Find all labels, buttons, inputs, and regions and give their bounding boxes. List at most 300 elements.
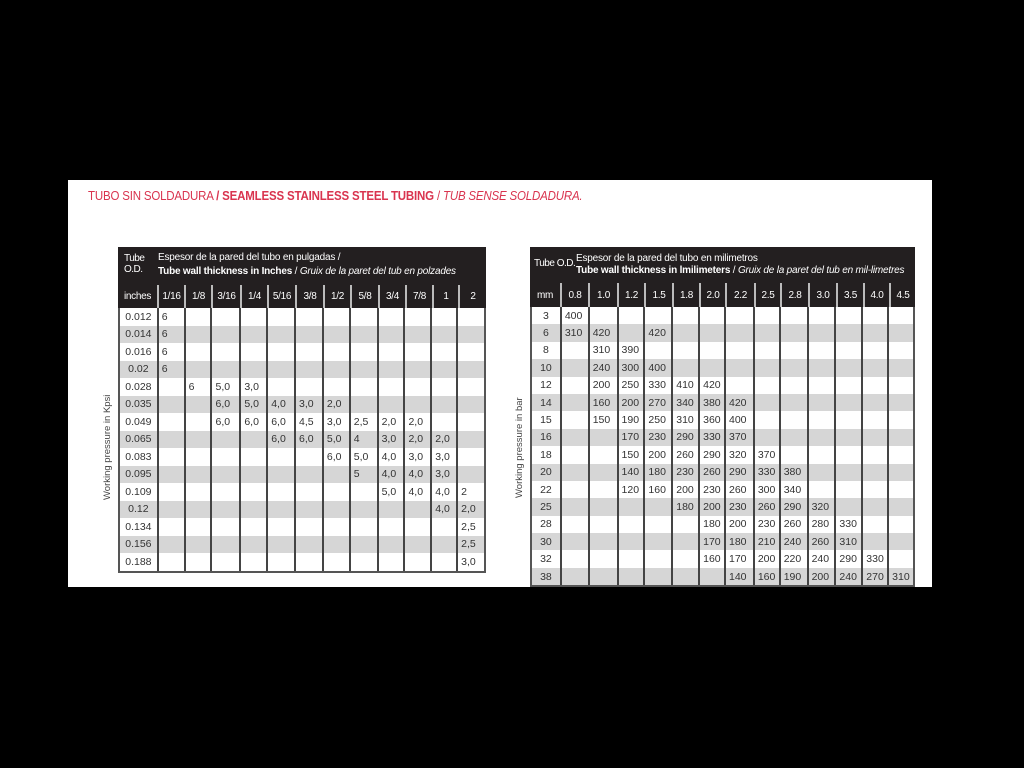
- value-cell: 250: [617, 377, 644, 394]
- header-spanish: Espesor de la pared del tubo en milimetros: [576, 253, 758, 264]
- value-cell: [210, 361, 239, 379]
- row-header-cell: 8: [542, 344, 549, 357]
- value-cell: [157, 466, 184, 484]
- column-header: 1/16: [157, 285, 184, 308]
- value-cell: [266, 378, 294, 396]
- tube-od-label: Tube O.D.: [124, 253, 145, 275]
- value-cell: [210, 343, 239, 361]
- value-cell: [157, 483, 184, 501]
- value-cell: [617, 550, 644, 567]
- value-cell: [349, 308, 377, 326]
- value-cell: [807, 377, 835, 394]
- value-cell: 330: [753, 464, 779, 481]
- value-cell: [617, 307, 644, 324]
- title-spanish: TUBO SIN SOLDADURA: [88, 189, 217, 203]
- row-header-cell: 0.095: [125, 468, 152, 481]
- value-cell: [807, 359, 835, 376]
- value-cell: [834, 359, 861, 376]
- value-cell: 310: [671, 411, 698, 428]
- value-cell: 200: [807, 568, 835, 585]
- value-cell: 4,5: [294, 413, 322, 431]
- value-cell: [807, 446, 835, 463]
- value-cell: [403, 518, 430, 536]
- column-header: 1/4: [240, 285, 267, 308]
- row-header-cell: 0.028: [125, 380, 152, 393]
- value-cell: [671, 342, 698, 359]
- value-cell: [643, 533, 671, 550]
- value-cell: 4: [349, 431, 377, 449]
- value-cell: 2,0: [403, 413, 430, 431]
- value-cell: [266, 343, 294, 361]
- mm-column-headers: [530, 283, 915, 307]
- value-cell: [560, 481, 588, 498]
- value-cell: [403, 378, 430, 396]
- inch-column-headers: [118, 285, 486, 308]
- value-cell: 300: [617, 359, 644, 376]
- value-cell: 170: [617, 429, 644, 446]
- value-cell: [887, 446, 913, 463]
- value-cell: 200: [753, 550, 779, 567]
- value-cell: 380: [779, 464, 807, 481]
- value-cell: 400: [643, 359, 671, 376]
- column-header: inches: [123, 291, 152, 302]
- value-cell: [294, 501, 322, 519]
- value-cell: 2,5: [456, 536, 484, 554]
- row-header-cell: 0.156: [125, 538, 152, 551]
- value-cell: 180: [724, 533, 753, 550]
- value-cell: 6,0: [210, 413, 239, 431]
- value-cell: [430, 396, 456, 414]
- row-header-cell: 0.134: [125, 520, 152, 533]
- value-cell: 180: [671, 498, 698, 515]
- value-cell: [588, 516, 617, 533]
- value-cell: [861, 377, 887, 394]
- column-header: 2: [458, 285, 486, 308]
- value-cell: 6: [157, 326, 184, 344]
- table-row: [120, 326, 484, 344]
- value-cell: [698, 359, 724, 376]
- column-header: 2.8: [780, 283, 808, 307]
- value-cell: [560, 342, 588, 359]
- value-cell: [210, 536, 239, 554]
- value-cell: 140: [617, 464, 644, 481]
- value-cell: [456, 466, 484, 484]
- value-cell: [377, 553, 404, 571]
- row-header-cell: 20: [540, 466, 552, 479]
- value-cell: [560, 464, 588, 481]
- row-header-cell: 32: [540, 553, 552, 566]
- table-row: [532, 377, 913, 394]
- value-cell: [349, 501, 377, 519]
- table-row: [120, 431, 484, 449]
- table-row: [532, 464, 913, 481]
- mm-table-body: [530, 307, 915, 587]
- value-cell: [210, 448, 239, 466]
- value-cell: [210, 483, 239, 501]
- tube-od-label: Tube O.D.: [534, 258, 576, 269]
- value-cell: [157, 518, 184, 536]
- value-cell: [184, 326, 211, 344]
- value-cell: [377, 536, 404, 554]
- value-cell: [834, 498, 861, 515]
- value-cell: [239, 431, 266, 449]
- value-cell: [184, 413, 211, 431]
- value-cell: [753, 377, 779, 394]
- value-cell: [724, 324, 753, 341]
- value-cell: [887, 324, 913, 341]
- value-cell: 160: [588, 394, 617, 411]
- value-cell: 3,0: [430, 466, 456, 484]
- value-cell: [861, 411, 887, 428]
- value-cell: [157, 413, 184, 431]
- value-cell: [456, 448, 484, 466]
- title-separator: /: [433, 189, 443, 203]
- value-cell: [294, 326, 322, 344]
- value-cell: 3,0: [377, 431, 404, 449]
- value-cell: [861, 533, 887, 550]
- row-header-cell: 10: [540, 361, 552, 374]
- value-cell: [456, 431, 484, 449]
- value-cell: 290: [779, 498, 807, 515]
- table-row: [120, 518, 484, 536]
- value-cell: 310: [834, 533, 861, 550]
- table-row: [532, 533, 913, 550]
- value-cell: 6: [157, 308, 184, 326]
- value-cell: 3,0: [456, 553, 484, 571]
- value-cell: [807, 464, 835, 481]
- value-cell: [834, 481, 861, 498]
- value-cell: [617, 498, 644, 515]
- value-cell: 2,0: [456, 501, 484, 519]
- table-row: [120, 308, 484, 326]
- value-cell: [887, 533, 913, 550]
- value-cell: [753, 411, 779, 428]
- value-cell: 150: [588, 411, 617, 428]
- value-cell: 370: [724, 429, 753, 446]
- value-cell: [724, 342, 753, 359]
- value-cell: 2,5: [456, 518, 484, 536]
- value-cell: 340: [779, 481, 807, 498]
- value-cell: [184, 518, 211, 536]
- value-cell: [239, 308, 266, 326]
- value-cell: 2: [456, 483, 484, 501]
- value-cell: [588, 446, 617, 463]
- value-cell: [266, 466, 294, 484]
- row-header-cell: 22: [540, 483, 552, 496]
- value-cell: 330: [643, 377, 671, 394]
- value-cell: [349, 536, 377, 554]
- value-cell: [430, 343, 456, 361]
- value-cell: [753, 394, 779, 411]
- value-cell: [266, 361, 294, 379]
- column-header: 7/8: [405, 285, 432, 308]
- value-cell: 320: [807, 498, 835, 515]
- mm-table-header: [530, 247, 915, 283]
- value-cell: [588, 498, 617, 515]
- value-cell: [210, 553, 239, 571]
- value-cell: 5: [349, 466, 377, 484]
- value-cell: [349, 361, 377, 379]
- value-cell: [322, 326, 349, 344]
- value-cell: [834, 324, 861, 341]
- inch-table-header: [118, 247, 486, 285]
- table-row: [120, 553, 484, 571]
- row-header-cell: 0.109: [125, 485, 152, 498]
- value-cell: 260: [698, 464, 724, 481]
- value-cell: [834, 377, 861, 394]
- value-cell: [377, 343, 404, 361]
- value-cell: [294, 518, 322, 536]
- value-cell: 300: [753, 481, 779, 498]
- value-cell: 200: [698, 498, 724, 515]
- value-cell: [294, 536, 322, 554]
- table-row: [532, 307, 913, 324]
- value-cell: 410: [671, 377, 698, 394]
- value-cell: [887, 394, 913, 411]
- table-row: [120, 536, 484, 554]
- value-cell: 6,0: [210, 396, 239, 414]
- table-row: [532, 498, 913, 515]
- value-cell: [779, 411, 807, 428]
- value-cell: [349, 483, 377, 501]
- value-cell: [239, 448, 266, 466]
- value-cell: [322, 466, 349, 484]
- value-cell: 3,0: [403, 448, 430, 466]
- value-cell: 6,0: [294, 431, 322, 449]
- value-cell: 5,0: [239, 396, 266, 414]
- value-cell: 420: [698, 377, 724, 394]
- header-english-catalan: Tube wall thickness in Inches / Gruix de la paret del tub en polzades: [158, 266, 456, 277]
- value-cell: [157, 501, 184, 519]
- table-row: [120, 501, 484, 519]
- value-cell: [887, 377, 913, 394]
- value-cell: [643, 550, 671, 567]
- value-cell: [322, 518, 349, 536]
- value-cell: 2,0: [377, 413, 404, 431]
- value-cell: 400: [560, 307, 588, 324]
- column-header: 1.5: [644, 283, 672, 307]
- value-cell: [239, 343, 266, 361]
- value-cell: 200: [588, 377, 617, 394]
- table-row: [120, 343, 484, 361]
- value-cell: 140: [724, 568, 753, 585]
- value-cell: [698, 342, 724, 359]
- value-cell: 4,0: [403, 483, 430, 501]
- value-cell: [456, 361, 484, 379]
- value-cell: 270: [861, 568, 887, 585]
- value-cell: [617, 533, 644, 550]
- value-cell: 170: [698, 533, 724, 550]
- value-cell: 230: [643, 429, 671, 446]
- value-cell: [456, 308, 484, 326]
- row-header-cell: 14: [540, 396, 552, 409]
- value-cell: [887, 550, 913, 567]
- value-cell: 240: [834, 568, 861, 585]
- value-cell: 240: [807, 550, 835, 567]
- value-cell: [560, 568, 588, 585]
- value-cell: [184, 308, 211, 326]
- value-cell: 3,0: [294, 396, 322, 414]
- value-cell: 290: [724, 464, 753, 481]
- column-header: 2.0: [699, 283, 725, 307]
- value-cell: [294, 466, 322, 484]
- value-cell: [266, 518, 294, 536]
- title-catalan: TUB SENSE SOLDADURA.: [442, 189, 583, 203]
- table-row: [532, 516, 913, 533]
- column-header: 4.0: [863, 283, 889, 307]
- value-cell: 310: [560, 324, 588, 341]
- table-row: [120, 448, 484, 466]
- value-cell: 160: [753, 568, 779, 585]
- value-cell: [617, 568, 644, 585]
- value-cell: 220: [779, 550, 807, 567]
- value-cell: 6: [157, 343, 184, 361]
- value-cell: [807, 307, 835, 324]
- value-cell: 160: [643, 481, 671, 498]
- value-cell: [157, 431, 184, 449]
- value-cell: 260: [671, 446, 698, 463]
- value-cell: 190: [617, 411, 644, 428]
- value-cell: [779, 446, 807, 463]
- value-cell: [184, 361, 211, 379]
- value-cell: [266, 326, 294, 344]
- value-cell: [834, 307, 861, 324]
- column-header: 2.5: [754, 283, 780, 307]
- value-cell: 5,0: [377, 483, 404, 501]
- value-cell: [698, 568, 724, 585]
- value-cell: 170: [724, 550, 753, 567]
- value-cell: [643, 516, 671, 533]
- value-cell: [430, 553, 456, 571]
- value-cell: [184, 536, 211, 554]
- value-cell: 4,0: [377, 466, 404, 484]
- value-cell: [887, 481, 913, 498]
- value-cell: [456, 378, 484, 396]
- column-header: 1.0: [588, 283, 617, 307]
- row-header-cell: 28: [540, 518, 552, 531]
- column-header: 1/8: [184, 285, 211, 308]
- value-cell: [403, 308, 430, 326]
- table-row: [532, 342, 913, 359]
- value-cell: [834, 411, 861, 428]
- value-cell: 260: [753, 498, 779, 515]
- value-cell: [560, 498, 588, 515]
- value-cell: [322, 501, 349, 519]
- value-cell: [779, 342, 807, 359]
- value-cell: 4,0: [430, 501, 456, 519]
- value-cell: [671, 359, 698, 376]
- column-header: 3.0: [808, 283, 836, 307]
- row-header-cell: 16: [540, 431, 552, 444]
- value-cell: [377, 326, 404, 344]
- value-cell: [377, 308, 404, 326]
- value-cell: 320: [724, 446, 753, 463]
- value-cell: [239, 536, 266, 554]
- value-cell: 5,0: [322, 431, 349, 449]
- value-cell: [403, 326, 430, 344]
- value-cell: [887, 429, 913, 446]
- value-cell: [807, 324, 835, 341]
- value-cell: 260: [724, 481, 753, 498]
- value-cell: [560, 550, 588, 567]
- value-cell: 3,0: [239, 378, 266, 396]
- value-cell: [588, 568, 617, 585]
- value-cell: 2,0: [403, 431, 430, 449]
- value-cell: [377, 518, 404, 536]
- value-cell: [210, 466, 239, 484]
- value-cell: [456, 396, 484, 414]
- value-cell: 380: [698, 394, 724, 411]
- value-cell: [698, 324, 724, 341]
- table-row: [532, 324, 913, 341]
- value-cell: [266, 448, 294, 466]
- value-cell: [184, 553, 211, 571]
- value-cell: [560, 377, 588, 394]
- value-cell: [861, 307, 887, 324]
- value-cell: [643, 568, 671, 585]
- page-title: [88, 189, 582, 203]
- value-cell: [266, 501, 294, 519]
- value-cell: [861, 516, 887, 533]
- value-cell: [349, 553, 377, 571]
- row-header-cell: 15: [540, 414, 552, 427]
- table-row: [532, 550, 913, 567]
- value-cell: [588, 429, 617, 446]
- value-cell: [588, 464, 617, 481]
- value-cell: 200: [671, 481, 698, 498]
- value-cell: 290: [834, 550, 861, 567]
- column-header: 3/8: [295, 285, 323, 308]
- value-cell: 6: [184, 378, 211, 396]
- value-cell: 310: [588, 342, 617, 359]
- table-row: [120, 361, 484, 379]
- value-cell: [403, 553, 430, 571]
- row-header-cell: 0.035: [125, 398, 152, 411]
- value-cell: 210: [753, 533, 779, 550]
- value-cell: [266, 553, 294, 571]
- value-cell: 4,0: [266, 396, 294, 414]
- table-row: [120, 413, 484, 431]
- value-cell: [403, 536, 430, 554]
- value-cell: [294, 308, 322, 326]
- value-cell: [560, 533, 588, 550]
- value-cell: [430, 413, 456, 431]
- value-cell: [588, 550, 617, 567]
- document-panel: [68, 180, 932, 587]
- value-cell: [807, 481, 835, 498]
- value-cell: [266, 308, 294, 326]
- value-cell: 330: [861, 550, 887, 567]
- value-cell: [157, 553, 184, 571]
- value-cell: 230: [724, 498, 753, 515]
- value-cell: 2,0: [322, 396, 349, 414]
- value-cell: [403, 396, 430, 414]
- value-cell: 330: [698, 429, 724, 446]
- value-cell: 4,0: [430, 483, 456, 501]
- value-cell: [834, 446, 861, 463]
- value-cell: [184, 431, 211, 449]
- value-cell: [294, 483, 322, 501]
- inch-table-body: [118, 308, 486, 573]
- value-cell: [753, 307, 779, 324]
- value-cell: [430, 536, 456, 554]
- value-cell: 270: [643, 394, 671, 411]
- value-cell: 180: [643, 464, 671, 481]
- value-cell: 370: [753, 446, 779, 463]
- value-cell: [294, 343, 322, 361]
- column-header: 3.5: [836, 283, 863, 307]
- value-cell: [430, 378, 456, 396]
